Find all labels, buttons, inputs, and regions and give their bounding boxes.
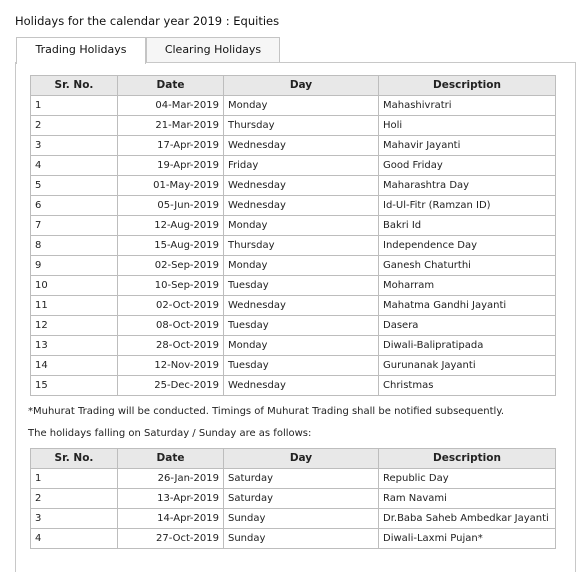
cell-day: Monday (224, 96, 379, 116)
table-row (31, 296, 556, 316)
cell-date: 13-Apr-2019 (118, 489, 224, 509)
weekend-note: The holidays falling on Saturday / Sunday are as follows: (28, 428, 312, 439)
page-title: Holidays for the calendar year 2019 : Equities (15, 14, 280, 28)
table-row (31, 256, 556, 276)
weekend-holidays-body (31, 469, 556, 549)
cell-date: 14-Apr-2019 (118, 509, 224, 529)
table-row (31, 529, 556, 549)
cell-description: Holi (379, 116, 556, 136)
cell-day: Friday (224, 156, 379, 176)
cell-description: Independence Day (379, 236, 556, 256)
table-row (31, 136, 556, 156)
cell-sr-no: 14 (31, 356, 118, 376)
cell-date: 17-Apr-2019 (118, 136, 224, 156)
cell-date: 04-Mar-2019 (118, 96, 224, 116)
cell-description: Dasera (379, 316, 556, 336)
table-row (31, 509, 556, 529)
table-row (31, 276, 556, 296)
cell-sr-no: 1 (31, 96, 118, 116)
cell-day: Monday (224, 216, 379, 236)
muhurat-note: *Muhurat Trading will be conducted. Timings of Muhurat Trading shall be notified subsequently. (28, 406, 505, 417)
cell-description: Christmas (379, 376, 556, 396)
cell-day: Monday (224, 336, 379, 356)
cell-day: Saturday (224, 489, 379, 509)
header-date: Date (118, 76, 224, 96)
trading-holidays-body (31, 96, 556, 396)
cell-day: Tuesday (224, 316, 379, 336)
cell-sr-no: 6 (31, 196, 118, 216)
header-description: Description (379, 76, 556, 96)
cell-description: Mahatma Gandhi Jayanti (379, 296, 556, 316)
cell-sr-no: 5 (31, 176, 118, 196)
cell-description: Ram Navami (379, 489, 556, 509)
cell-description: Dr.Baba Saheb Ambedkar Jayanti (379, 509, 556, 529)
trading-holidays-panel (15, 62, 576, 572)
trading-holidays-table (30, 75, 556, 396)
cell-date: 02-Oct-2019 (118, 296, 224, 316)
cell-description: Good Friday (379, 156, 556, 176)
weekend-holidays-table (30, 448, 556, 549)
header-day: Day (224, 76, 379, 96)
cell-day: Wednesday (224, 196, 379, 216)
cell-day: Monday (224, 256, 379, 276)
cell-description: Mahavir Jayanti (379, 136, 556, 156)
tab-clearing-holidays[interactable]: Clearing Holidays (146, 37, 280, 62)
table-row (31, 489, 556, 509)
cell-description: Diwali-Laxmi Pujan* (379, 529, 556, 549)
cell-sr-no: 2 (31, 489, 118, 509)
cell-day: Wednesday (224, 376, 379, 396)
cell-description: Id-Ul-Fitr (Ramzan ID) (379, 196, 556, 216)
header-sr-no: Sr. No. (31, 76, 118, 96)
cell-sr-no: 4 (31, 156, 118, 176)
header-day: Day (224, 449, 379, 469)
table-header-row (31, 449, 556, 469)
table-header-row (31, 76, 556, 96)
cell-date: 19-Apr-2019 (118, 156, 224, 176)
tab-trading-holidays[interactable]: Trading Holidays (16, 37, 146, 64)
cell-sr-no: 13 (31, 336, 118, 356)
cell-description: Gurunanak Jayanti (379, 356, 556, 376)
cell-sr-no: 15 (31, 376, 118, 396)
cell-date: 08-Oct-2019 (118, 316, 224, 336)
cell-day: Wednesday (224, 176, 379, 196)
cell-date: 02-Sep-2019 (118, 256, 224, 276)
cell-day: Tuesday (224, 276, 379, 296)
cell-date: 12-Nov-2019 (118, 356, 224, 376)
table-row (31, 236, 556, 256)
cell-sr-no: 10 (31, 276, 118, 296)
table-row (31, 216, 556, 236)
cell-sr-no: 9 (31, 256, 118, 276)
table-row (31, 316, 556, 336)
cell-date: 05-Jun-2019 (118, 196, 224, 216)
table-row (31, 176, 556, 196)
cell-date: 27-Oct-2019 (118, 529, 224, 549)
table-row (31, 356, 556, 376)
cell-description: Maharashtra Day (379, 176, 556, 196)
cell-day: Wednesday (224, 296, 379, 316)
cell-description: Diwali-Balipratipada (379, 336, 556, 356)
cell-day: Sunday (224, 529, 379, 549)
header-description: Description (379, 449, 556, 469)
cell-date: 26-Jan-2019 (118, 469, 224, 489)
cell-sr-no: 8 (31, 236, 118, 256)
header-sr-no: Sr. No. (31, 449, 118, 469)
table-row (31, 96, 556, 116)
cell-day: Wednesday (224, 136, 379, 156)
cell-sr-no: 2 (31, 116, 118, 136)
table-row (31, 469, 556, 489)
cell-description: Mahashivratri (379, 96, 556, 116)
cell-description: Ganesh Chaturthi (379, 256, 556, 276)
table-row (31, 336, 556, 356)
cell-day: Sunday (224, 509, 379, 529)
cell-day: Thursday (224, 236, 379, 256)
cell-description: Bakri Id (379, 216, 556, 236)
cell-date: 15-Aug-2019 (118, 236, 224, 256)
cell-date: 21-Mar-2019 (118, 116, 224, 136)
cell-sr-no: 1 (31, 469, 118, 489)
cell-description: Moharram (379, 276, 556, 296)
cell-sr-no: 11 (31, 296, 118, 316)
cell-date: 25-Dec-2019 (118, 376, 224, 396)
cell-date: 28-Oct-2019 (118, 336, 224, 356)
cell-date: 10-Sep-2019 (118, 276, 224, 296)
table-row (31, 116, 556, 136)
cell-sr-no: 12 (31, 316, 118, 336)
cell-date: 01-May-2019 (118, 176, 224, 196)
table-row (31, 196, 556, 216)
table-row (31, 376, 556, 396)
cell-day: Thursday (224, 116, 379, 136)
cell-description: Republic Day (379, 469, 556, 489)
cell-date: 12-Aug-2019 (118, 216, 224, 236)
cell-sr-no: 7 (31, 216, 118, 236)
cell-sr-no: 3 (31, 509, 118, 529)
cell-sr-no: 4 (31, 529, 118, 549)
table-row (31, 156, 556, 176)
header-date: Date (118, 449, 224, 469)
cell-day: Tuesday (224, 356, 379, 376)
cell-day: Saturday (224, 469, 379, 489)
cell-sr-no: 3 (31, 136, 118, 156)
